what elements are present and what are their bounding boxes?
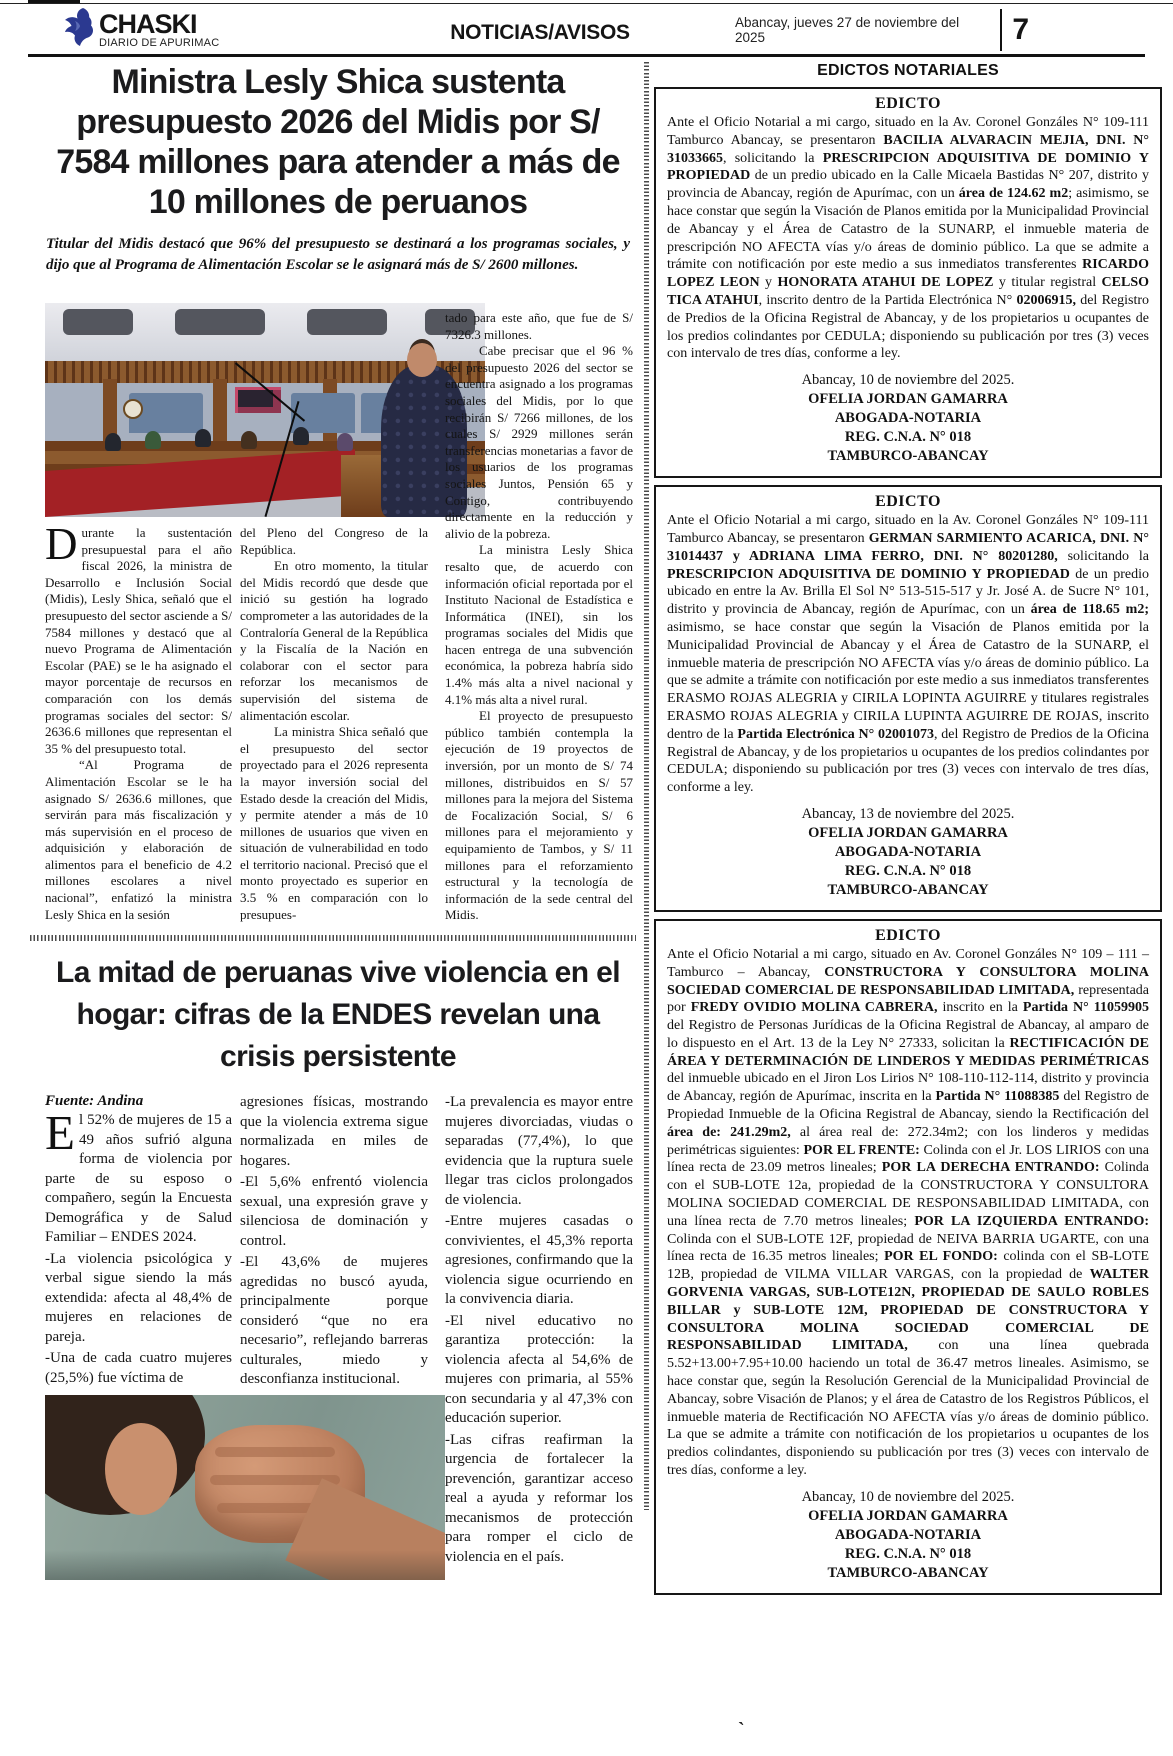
vertical-column-divider xyxy=(644,62,649,1510)
edict-notice xyxy=(654,87,1162,478)
article2-column-2 xyxy=(240,1093,428,1392)
photo-shape xyxy=(145,431,161,449)
edicts-region xyxy=(654,62,1162,1595)
paragraph: Durante la sustentación presupuestal para el año fiscal 2026, la ministra de Desarrollo e Inclusión Social (Midis), Lesly Shica, señaló que el presupuesto del sector asciende a S/ 7584 millones y destacó que al nuevo Programa de Alimentación Escolar (PAE) se le ha asignado el mayor porcentaje de recursos en comparación con los demás programas sociales del sector: S/ 2636.6 millones que representan el 35 % del presupuesto total. xyxy=(45,519,232,756)
edict-notice xyxy=(654,485,1162,912)
notary-registration: REG. C.N.A. N° 018 xyxy=(844,1545,972,1562)
notary-location: TAMBURCO-ABANCAY xyxy=(827,1564,989,1581)
notary-location: TAMBURCO-ABANCAY xyxy=(827,881,989,898)
paragraph: -El nivel educativo no garantiza protección: la violencia afecta al 54,6% de mujeres con primaria, al 55% con secundaria y al 47,3% con educación superior. xyxy=(445,1312,633,1426)
article2-column-3 xyxy=(445,1093,633,1569)
violence-photo xyxy=(45,1395,445,1580)
edict-date: Abancay, 10 de noviembre del 2025. xyxy=(801,1488,1015,1505)
edict-title: EDICTO xyxy=(875,493,941,511)
photo-shape xyxy=(293,427,309,445)
paragraph: El proyecto de presupuesto público también contempla la ejecución de 19 proyectos de inversión, por un monto de S/ 74 millones, distribuidos en S/ 57 millones para la mejora del Sistema de Focalización Social, S/ 6 millones para el mejoramiento y equipamiento de Tambos, y S/ 11 millones para el reforzamiento estructural y la tecnología de información de la sede central del Midis. xyxy=(445,708,633,923)
photo-shape xyxy=(307,309,387,335)
notary-role: ABOGADA-NOTARIA xyxy=(834,1526,982,1543)
article1-column-1 xyxy=(45,519,232,923)
paragraph: La ministra Shica señaló que el presupuesto del sector proyectado para el 2026 representa la mayor inversión social del Estado desde la creación del Midis, y permite atender a más de 10 millones de usuarios que viven en situación de vulnerabilidad en todo el territorio nacional. Precisó que el monto proyectado es superior en 3.5 % en comparación con lo presupues- xyxy=(240,724,428,922)
top-rule xyxy=(0,3,1173,4)
photo-shape xyxy=(407,343,437,377)
edict-title: EDICTO xyxy=(875,95,941,112)
edict-title: EDICTO xyxy=(875,926,941,944)
edicts-section-title: EDICTOS NOTARIALES xyxy=(817,62,999,79)
edict-date: Abancay, 13 de noviembre del 2025. xyxy=(801,805,1015,822)
dropcap: E xyxy=(45,1105,75,1160)
paragraph: Cabe precisar que el 96 % del presupuesto 2026 del sector se encuentra asignado a los programas sociales del Midis, por lo que recibirán S/ 7266 millones, de los cuales S/ 2929 millones serán transferencias monetarias a favor de los usuarios de los programas sociales Juntos, Pensión 65 y Contigo, contribuyendo directamente en la reducción y alivio de la pobreza. xyxy=(445,343,633,541)
article1-column-3 xyxy=(445,310,633,924)
article-divider xyxy=(30,935,636,941)
paragraph: En otro momento, la titular del Midis recordó que desde que inició su gestión ha logrado comprometer a las autoridades de la Contraloría General de la República y la Fiscalía de la Nación en colaborar con el sector para reforzar los mecanismos de supervisión del sistema de alimentación escolar. xyxy=(240,558,428,723)
photo-shape xyxy=(337,433,353,451)
article2-column-1 xyxy=(45,1105,232,1390)
photo-shape xyxy=(215,1447,335,1457)
stray-ink-mark: ` xyxy=(738,1719,745,1741)
article1-headline: Ministra Lesly Shica sustenta presupuesto 2026 del Midis por S/ 7584 millones para atender a más de 10 millones de peruanos xyxy=(56,63,620,221)
chaski-bird-logo-icon xyxy=(62,7,94,52)
paragraph: -La prevalencia es mayor entre mujeres divorciadas, viudas o separadas (77,4%), lo que evidencia que la ruptura suele llegar tras ciclos prolongados de violencia. xyxy=(445,1094,633,1208)
photo-shape xyxy=(105,433,121,451)
congress-photo xyxy=(45,303,485,517)
dateline: Abancay, jueves 27 de noviembre del 2025 xyxy=(735,15,960,45)
photo-shape xyxy=(235,387,281,413)
paragraph: La ministra Lesly Shica resalto que, de acuerdo con información oficial reportada por el Instituto Nacional de Estadística e Informática (INEI), sin los programas sociales del Midis que hacen entrega de una subvención económica, la pobreza habría sido 1.4% más alta a nivel nacional y 4.1% más alta a nivel rural. xyxy=(445,542,633,707)
header-dateline-block xyxy=(735,8,1035,52)
notary-registration: REG. C.N.A. N° 018 xyxy=(844,862,972,879)
dropcap: D xyxy=(45,519,78,569)
photo-shape xyxy=(175,309,265,335)
notary-location: TAMBURCO-ABANCAY xyxy=(827,448,989,465)
paragraph: tado para este año, que fue de S/ 7326.3 millones. xyxy=(445,310,633,342)
paragraph: -Las cifras reafirman la urgencia de fortalecer la prevención, garantizar acceso real a ayuda y reformar los mecanismos de protección para romper el ciclo de violencia en el país. xyxy=(445,1431,633,1565)
edict-date: Abancay, 10 de noviembre del 2025. xyxy=(801,372,1015,389)
notary-role: ABOGADA-NOTARIA xyxy=(834,843,982,860)
brand-name: CHASKI xyxy=(99,8,197,39)
paragraph: del Pleno del Congreso de la República. xyxy=(240,525,428,557)
photo-shape xyxy=(105,1423,177,1515)
masthead xyxy=(62,7,219,52)
article2-headline: La mitad de peruanas vive violencia en el hogar: cifras de la ENDES revelan una crisis persistente xyxy=(56,956,620,1073)
article1-subhead: Titular del Midis destacó que 96% del presupuesto se destinará a los programas sociales, y dijo que al Programa de Alimentación Escolar se le asignará más de S/ 2600 millones. xyxy=(46,236,630,273)
photo-shape xyxy=(213,379,227,441)
brand-subtitle: DIARIO DE APURIMAC xyxy=(99,36,220,49)
article2-source: Fuente: Andina xyxy=(45,1093,144,1109)
header-bottom-rule xyxy=(28,54,1145,57)
edict-body: Ante el Oficio Notarial a mi cargo, situado en la Av. Coronel Gonzáles N° 109-111 Tamburco Abancay, se presentaron BACILIA ALVARACIN MEJIA, DNI. N° 31033665, solicitando la PRESCRIPCION ADQUISITIVA DE DOMINIO Y PROPIEDAD de un predio ubicado en la Calle Micaela Bastidas N° 207, distrito y provincia de Abancay, región de Apurímac, con un área de 124.62 m2; asimismo, se hace constar que según la Visación de Planos emitida por la Municipalidad Provincial de Abancay y el Área de Catastro de la SUNARP, el inmueble materia de prescripción NO AFECTA vías y/o áreas de dominio público. La que se admite a trámite con notificación por este medio a sus inmediatos transferentes RICARDO LOPEZ LEON y HONORATA ATAHUI DE LOPEZ y titular registral CELSO TICA ATAHUI, inscrito dentro de la Partida Electrónica N° 02006915, del Registro de Predios de la Oficina Registral de Abancay, y de los propietarios u ocupantes de los predios colindantes por CEDULA; disponiendo su publicación por tres (3) veces con intervalo de tres días, conforme a ley. xyxy=(667,115,1150,362)
photo-shape xyxy=(123,399,143,419)
paragraph: -El 43,6% de mujeres agredidas no buscó ayuda, principalmente porque consideró “que no era necesario”, reflejando barreras culturales, miedo y desconfianza institucional. xyxy=(240,1254,428,1387)
notary-role: ABOGADA-NOTARIA xyxy=(834,410,982,427)
paragraph: “Al Programa de Alimentación Escolar se le ha asignado S/ 2636.6 millones, que servirán para más fiscalización y más supervisión en el proceso de adquisición y elaboración de alimentos para el beneficio de 4.2 millones escolares a nivel nacional”, enfatizó la ministra Lesly Shica en la sesión xyxy=(45,757,232,922)
header-divider xyxy=(1000,9,1002,51)
notary-name: OFELIA JORDAN GAMARRA xyxy=(808,824,1008,841)
paragraph: -El 5,6% enfrentó violencia sexual, una expresión grave y silenciosa de dominación y control. xyxy=(240,1174,428,1249)
section-title: NOTICIAS/AVISOS xyxy=(450,21,630,44)
paragraph: El 52% de mujeres de 15 a 49 años sufrió alguna forma de violencia por parte de su esposo o compañero, según la Encuesta Demográfica y de Salud Familiar – ENDES 2024. xyxy=(45,1105,232,1245)
notary-name: OFELIA JORDAN GAMARRA xyxy=(808,1507,1008,1524)
paragraph: -Una de cada cuatro mujeres (25,5%) fue víctima de xyxy=(45,1350,232,1386)
paragraph: -La violencia psicológica y verbal sigue siendo la más extendida: afecta al 48,4% de mujeres en relaciones de pareja. xyxy=(45,1250,232,1345)
edict-notice xyxy=(654,919,1162,1595)
photo-shape xyxy=(63,309,133,335)
photo-shape xyxy=(103,379,117,441)
photo-shape xyxy=(195,429,211,447)
article1-column-2 xyxy=(240,525,428,923)
notary-name: OFELIA JORDAN GAMARRA xyxy=(808,391,1008,408)
photo-shape xyxy=(241,431,257,449)
notary-registration: REG. C.N.A. N° 018 xyxy=(844,429,972,446)
news-region xyxy=(40,60,636,1690)
photo-shape xyxy=(45,1550,445,1580)
edict-body: Ante el Oficio Notarial a mi cargo, situado en la Av. Coronel Gonzáles N° 109-111 Tamburco Abancay, se presentaron GERMAN SARMIENTO ACARICA, DNI. N° 31014437 y ADRIANA LIMA FERRO, DNI. N° 80201280, solicitando la PRESCRIPCION ADQUISITIVA DE DOMINIO Y PROPIEDAD de un predio ubicado en entre la Av. Brilla El Sol N° 513-515-517 y Jr. José A. de Sucre N° 101, distrito y provincia de Abancay, región de Apurímac, con un área de 118.65 m2; asimismo, se hace constar que según la Visación de Planos emitida por la Municipalidad Provincial de Abancay y el Área de Catastro de la SUNARP, el inmueble materia de prescripción NO AFECTA vías y/o áreas de dominio público. La que se admite a trámite con notificación por este medio a sus inmediatos transferentes ERASMO ROJAS ALEGRIA y CIRILA LOPINTA AGUIRRE y titulares registrales ERASMO ROJAS ALEGRIA y CIRILA LUPINTA AGUIRRE DE ROJAS, inscrito dentro de la Partida Electrónica N° 02001073, del Registro de Predios de la Oficina Registral de Abancay, y de los propietarios u ocupantes de los predios colindantes por CEDULA; disponiendo su publicación por tres (3) veces con intervalo de tres días, conforme a ley. xyxy=(667,513,1149,796)
paragraph: -Entre mujeres casadas o convivientes, el 45,3% reporta agresiones, confirmando que la violencia sigue ocurriendo en la convivencia diaria. xyxy=(445,1213,633,1307)
page-number: 7 xyxy=(1012,13,1029,46)
paragraph: agresiones físicas, mostrando que la violencia extrema sigue normalizada en miles de hogares. xyxy=(240,1094,428,1169)
edict-body: Ante el Oficio Notarial a mi cargo, situado en Av. Coronel Gonzáles N° 109 – 111 – Tamburco – Abancay, CONSTRUCTORA Y CONSULTORA MOLINA SOCIEDAD COMERCIAL DE RESPONSABILIDAD LIMITADA, representada por FREDY OVIDIO MOLINA CABRERA, inscrito en la Partida N° 11059905 del Registro de Personas Jurídicas de la Oficina Registral de Abancay, al amparo de lo dispuesto en el Art. 13 de la Ley N° 27333, solicitan la RECTIFICACIÓN DE ÁREA Y DETERMINACIÓN DE LINDEROS Y MEDIDAS PERIMÉTRICAS del inmueble ubicado en el Jiron Los Lirios N° 108-110-112-114, distrito y provincia de Abancay, región de Apurímac, inscrita en la Partida N° 11088385 del Registro de Propiedad Inmueble de la Oficina Registral de Abancay, siendo la Rectificación del área de: 241.29m2, al área real de: 272.34m2; con los linderos y medidas perimétricas siguientes: POR EL FRENTE: Colinda con el Jr. LOS LIRIOS con una línea recta de 23.09 metros lineales; POR LA DERECHA ENTRANDO: Colinda con el SUB-LOTE 12a, propiedad de la CONSTRUCTORA Y CONSULTORA MOLINA SOCIEDAD COMERCIAL DE RESPONSABILIDAD LIMITADA, con una línea recta de 7.70 metros lineales; POR LA IZQUIERDA ENTRANDO: Colinda con el SUB-LOTE 12F, propiedad de NEIVA BARRIA UGARTE, con una línea recta de 16.35 metros lineales; POR EL FONDO: colinda con el SB-LOTE 12B, propiedad de VILMA VILLAR VARGAS, con la propiedad de WALTER GORVENIA VARGAS, SUB-LOTE12N, PROPIEDAD DE SAULO ROBLES BILLAR y SUB-LOTE 12M, PROPIEDAD DE CONSTRUCTORA Y CONSULTORA MOLINA SOCIEDAD COMERCIAL DE RESPONSABILIDAD LIMITADA, con una línea quebrada 5.52+13.00+7.95+10.00 haciendo un total de 36.47 metros lineales. Asimismo, se hace constar que, según la Resolución Gerencial de la Municipalidad Provincial de Abancay, sobre Visación de Planos; y el área de Catastro de los Registros Públicos, el inmueble materia de Rectificación NO AFECTA vías y/o áreas de dominio público. La que se admite a trámite con notificación de los propietarios u ocupantes de los predios colindantes, disponiendo su publicación por tres (3) veces con intervalo de tres días, conforme a ley. xyxy=(667,946,1150,1479)
